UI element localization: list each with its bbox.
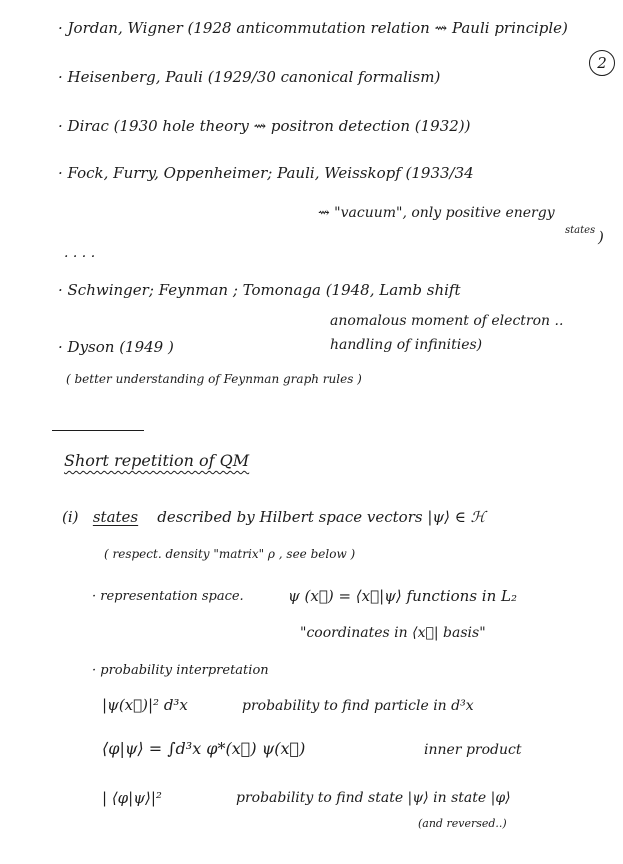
history-line-states: states xyxy=(565,225,596,236)
states-item-keyword: states xyxy=(92,508,139,526)
history-line-anomalous-moment: anomalous moment of electron .. xyxy=(330,313,564,329)
section-title: Short repetition of QM xyxy=(64,451,250,470)
probability-density-text: probability to find particle in d³x xyxy=(242,698,474,714)
history-line-feynman-rules: ( better understanding of Feynman graph rules ) xyxy=(66,372,362,386)
history-line-heisenberg-pauli: · Heisenberg, Pauli (1929/30 canonical formalism) xyxy=(58,68,441,86)
transition-probability-text: probability to find state |ψ⟩ in state |φ⟩ xyxy=(236,790,511,806)
states-item-number: (i) xyxy=(62,508,79,526)
states-item xyxy=(62,510,485,525)
representation-space-formula: ψ (x⃗) = ⟨x⃗|ψ⟩ functions in L₂ xyxy=(288,587,518,605)
history-line-infinities: handling of infinities) xyxy=(330,337,483,353)
history-line-fock-furry: · Fock, Furry, Oppenheimer; Pauli, Weisskopf (1933/34 xyxy=(58,164,474,182)
probability-interpretation-label: · probability interpretation xyxy=(92,663,269,678)
transition-probability-formula: | ⟨φ|ψ⟩|² xyxy=(102,789,162,807)
coordinates-note: "coordinates in ⟨x⃗| basis" xyxy=(300,625,486,641)
probability-density-formula: |ψ(x⃗)|² d³x xyxy=(102,696,188,714)
inner-product-formula: ⟨φ|ψ⟩ = ∫d³x φ*(x⃗) ψ(x⃗) xyxy=(102,739,306,758)
history-line-dyson: · Dyson (1949 ) xyxy=(58,338,174,356)
section-divider xyxy=(52,430,144,431)
history-line-schwinger-feynman: · Schwinger; Feynman ; Tomonaga (1948, Lamb shift xyxy=(58,281,461,299)
inner-product-text: inner product xyxy=(424,742,522,758)
history-closing-paren: ) xyxy=(598,228,604,246)
history-line-vacuum: ⇝ "vacuum", only positive energy xyxy=(318,205,555,221)
history-line-jordan-wigner: · Jordan, Wigner (1928 anticommutation relation ⇝ Pauli principle) xyxy=(58,19,568,37)
density-matrix-note: ( respect. density "matrix" ρ , see below ) xyxy=(104,547,356,561)
history-ellipsis: · · · · xyxy=(64,249,96,265)
representation-space-label: · representation space. xyxy=(92,589,244,604)
and-reversed-note: (and reversed..) xyxy=(418,817,507,830)
states-item-description: described by Hilbert space vectors |ψ⟩ ∈ ℋ xyxy=(157,508,486,526)
page-number: 2 xyxy=(589,50,615,76)
history-line-dirac: · Dirac (1930 hole theory ⇝ positron detection (1932)) xyxy=(58,117,471,135)
